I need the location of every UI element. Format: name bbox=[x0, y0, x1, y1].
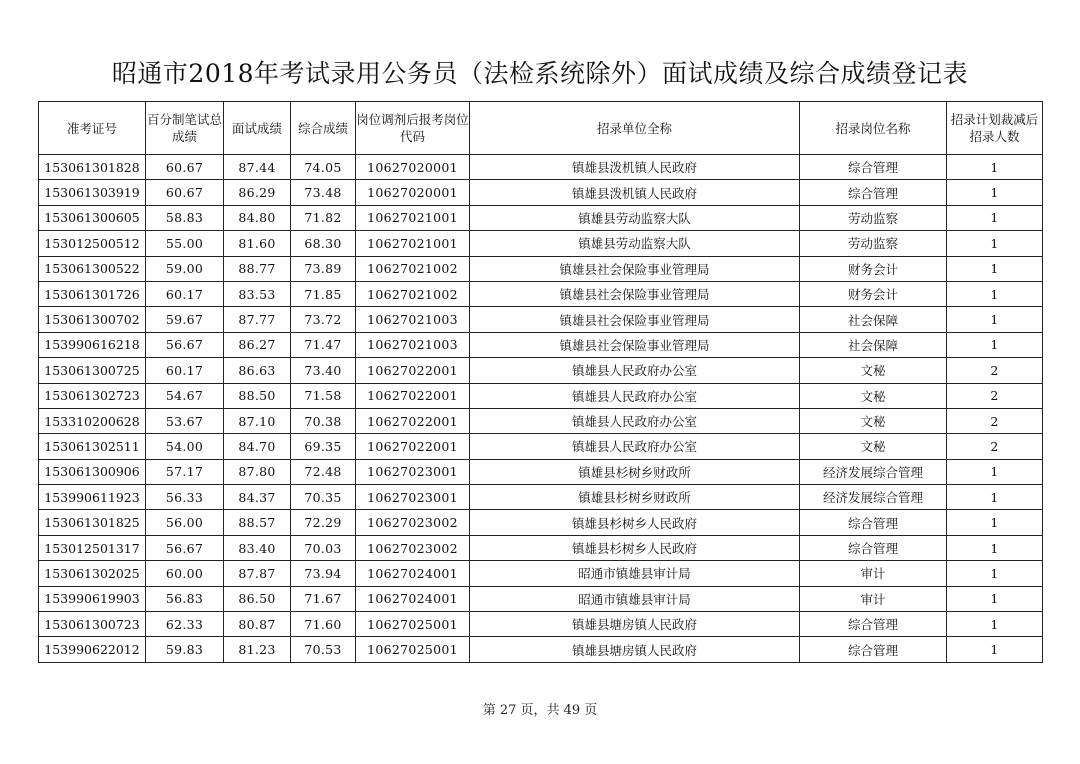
cell-interview-score: 86.50 bbox=[224, 586, 291, 611]
cell-written-score: 60.17 bbox=[146, 281, 224, 306]
cell-unit-name: 昭通市镇雄县审计局 bbox=[470, 586, 800, 611]
cell-unit-name: 镇雄县泼机镇人民政府 bbox=[470, 155, 800, 180]
cell-position-code: 10627021002 bbox=[356, 256, 470, 281]
cell-unit-name: 镇雄县社会保险事业管理局 bbox=[470, 256, 800, 281]
cell-interview-score: 87.44 bbox=[224, 155, 291, 180]
cell-written-score: 60.67 bbox=[146, 180, 224, 205]
cell-position-code: 10627022001 bbox=[356, 358, 470, 383]
cell-position-name: 财务会计 bbox=[800, 281, 947, 306]
cell-interview-score: 84.80 bbox=[224, 205, 291, 230]
cell-position-code: 10627024001 bbox=[356, 586, 470, 611]
cell-written-score: 56.67 bbox=[146, 535, 224, 560]
score-table bbox=[38, 101, 1043, 663]
cell-total-score: 71.67 bbox=[291, 586, 356, 611]
cell-interview-score: 87.80 bbox=[224, 459, 291, 484]
cell-written-score: 62.33 bbox=[146, 612, 224, 637]
cell-position-name: 综合管理 bbox=[800, 535, 947, 560]
cell-unit-name: 镇雄县人民政府办公室 bbox=[470, 383, 800, 408]
cell-position-code: 10627025001 bbox=[356, 637, 470, 662]
page-title: 昭通市2018年考试录用公务员（法检系统除外）面试成绩及综合成绩登记表 bbox=[111, 59, 969, 88]
cell-total-score: 72.48 bbox=[291, 459, 356, 484]
cell-exam-id: 153990616218 bbox=[39, 332, 146, 357]
cell-written-score: 58.83 bbox=[146, 205, 224, 230]
cell-exam-id: 153061300725 bbox=[39, 358, 146, 383]
cell-unit-name: 昭通市镇雄县审计局 bbox=[470, 561, 800, 586]
cell-position-name: 文秘 bbox=[800, 434, 947, 459]
cell-interview-score: 80.87 bbox=[224, 612, 291, 637]
cell-written-score: 59.67 bbox=[146, 307, 224, 332]
cell-interview-score: 83.40 bbox=[224, 535, 291, 560]
cell-total-score: 74.05 bbox=[291, 155, 356, 180]
cell-total-score: 73.72 bbox=[291, 307, 356, 332]
cell-unit-name: 镇雄县杉树乡人民政府 bbox=[470, 510, 800, 535]
cell-hire-count: 1 bbox=[947, 535, 1043, 560]
cell-written-score: 53.67 bbox=[146, 408, 224, 433]
cell-unit-name: 镇雄县杉树乡人民政府 bbox=[470, 535, 800, 560]
cell-exam-id: 153061302025 bbox=[39, 561, 146, 586]
cell-unit-name: 镇雄县塘房镇人民政府 bbox=[470, 637, 800, 662]
cell-exam-id: 153061301726 bbox=[39, 281, 146, 306]
cell-position-name: 社会保障 bbox=[800, 307, 947, 332]
cell-position-code: 10627023001 bbox=[356, 459, 470, 484]
cell-position-code: 10627022001 bbox=[356, 383, 470, 408]
cell-position-name: 文秘 bbox=[800, 383, 947, 408]
cell-position-name: 财务会计 bbox=[800, 256, 947, 281]
cell-position-name: 综合管理 bbox=[800, 637, 947, 662]
cell-unit-name: 镇雄县人民政府办公室 bbox=[470, 358, 800, 383]
cell-hire-count: 1 bbox=[947, 485, 1043, 510]
header-total-score: 综合成绩 bbox=[291, 102, 356, 155]
cell-hire-count: 1 bbox=[947, 332, 1043, 357]
cell-position-code: 10627024001 bbox=[356, 561, 470, 586]
cell-position-name: 审计 bbox=[800, 561, 947, 586]
cell-position-code: 10627022001 bbox=[356, 434, 470, 459]
cell-position-name: 综合管理 bbox=[800, 612, 947, 637]
table-header bbox=[39, 102, 1043, 155]
cell-position-code: 10627025001 bbox=[356, 612, 470, 637]
cell-written-score: 56.83 bbox=[146, 586, 224, 611]
table-row bbox=[39, 408, 1043, 433]
cell-written-score: 56.67 bbox=[146, 332, 224, 357]
cell-position-code: 10627021003 bbox=[356, 307, 470, 332]
cell-position-code: 10627020001 bbox=[356, 180, 470, 205]
cell-position-name: 经济发展综合管理 bbox=[800, 485, 947, 510]
header-row bbox=[39, 102, 1043, 155]
cell-exam-id: 153990622012 bbox=[39, 637, 146, 662]
cell-position-name: 综合管理 bbox=[800, 510, 947, 535]
cell-total-score: 71.82 bbox=[291, 205, 356, 230]
table-row bbox=[39, 307, 1043, 332]
header-exam-id: 准考证号 bbox=[39, 102, 146, 155]
header-position-code: 岗位调剂后报考岗位代码 bbox=[356, 102, 470, 155]
cell-interview-score: 88.50 bbox=[224, 383, 291, 408]
cell-unit-name: 镇雄县劳动监察大队 bbox=[470, 231, 800, 256]
cell-total-score: 73.89 bbox=[291, 256, 356, 281]
cell-interview-score: 86.63 bbox=[224, 358, 291, 383]
cell-unit-name: 镇雄县泼机镇人民政府 bbox=[470, 180, 800, 205]
cell-position-name: 文秘 bbox=[800, 408, 947, 433]
cell-hire-count: 1 bbox=[947, 459, 1043, 484]
cell-hire-count: 1 bbox=[947, 510, 1043, 535]
table-row bbox=[39, 586, 1043, 611]
cell-hire-count: 1 bbox=[947, 205, 1043, 230]
table-row bbox=[39, 510, 1043, 535]
cell-unit-name: 镇雄县塘房镇人民政府 bbox=[470, 612, 800, 637]
cell-exam-id: 153061302511 bbox=[39, 434, 146, 459]
table-row bbox=[39, 180, 1043, 205]
cell-written-score: 59.83 bbox=[146, 637, 224, 662]
cell-written-score: 54.67 bbox=[146, 383, 224, 408]
cell-unit-name: 镇雄县杉树乡财政所 bbox=[470, 459, 800, 484]
cell-interview-score: 86.29 bbox=[224, 180, 291, 205]
cell-unit-name: 镇雄县杉树乡财政所 bbox=[470, 485, 800, 510]
cell-position-code: 10627021002 bbox=[356, 281, 470, 306]
cell-position-name: 劳动监察 bbox=[800, 205, 947, 230]
cell-exam-id: 153061300723 bbox=[39, 612, 146, 637]
table-row bbox=[39, 256, 1043, 281]
cell-interview-score: 84.37 bbox=[224, 485, 291, 510]
table-row bbox=[39, 383, 1043, 408]
cell-unit-name: 镇雄县人民政府办公室 bbox=[470, 408, 800, 433]
table-row bbox=[39, 612, 1043, 637]
cell-total-score: 71.60 bbox=[291, 612, 356, 637]
cell-total-score: 72.29 bbox=[291, 510, 356, 535]
cell-unit-name: 镇雄县社会保险事业管理局 bbox=[470, 281, 800, 306]
cell-hire-count: 1 bbox=[947, 180, 1043, 205]
cell-total-score: 68.30 bbox=[291, 231, 356, 256]
table-row bbox=[39, 358, 1043, 383]
cell-position-name: 劳动监察 bbox=[800, 231, 947, 256]
cell-position-name: 综合管理 bbox=[800, 180, 947, 205]
cell-interview-score: 81.60 bbox=[224, 231, 291, 256]
cell-position-code: 10627022001 bbox=[356, 408, 470, 433]
cell-exam-id: 153990619903 bbox=[39, 586, 146, 611]
cell-total-score: 73.40 bbox=[291, 358, 356, 383]
cell-exam-id: 153012500512 bbox=[39, 231, 146, 256]
cell-interview-score: 88.77 bbox=[224, 256, 291, 281]
cell-hire-count: 2 bbox=[947, 434, 1043, 459]
cell-hire-count: 1 bbox=[947, 155, 1043, 180]
cell-position-code: 10627023002 bbox=[356, 535, 470, 560]
cell-hire-count: 1 bbox=[947, 256, 1043, 281]
cell-written-score: 59.00 bbox=[146, 256, 224, 281]
cell-hire-count: 2 bbox=[947, 358, 1043, 383]
cell-written-score: 56.33 bbox=[146, 485, 224, 510]
cell-position-code: 10627023002 bbox=[356, 510, 470, 535]
cell-written-score: 60.67 bbox=[146, 155, 224, 180]
cell-exam-id: 153061300605 bbox=[39, 205, 146, 230]
header-written-score: 百分制笔试总成绩 bbox=[146, 102, 224, 155]
cell-written-score: 54.00 bbox=[146, 434, 224, 459]
cell-hire-count: 1 bbox=[947, 561, 1043, 586]
cell-exam-id: 153990611923 bbox=[39, 485, 146, 510]
table-body bbox=[39, 155, 1043, 663]
cell-unit-name: 镇雄县人民政府办公室 bbox=[470, 434, 800, 459]
table-row bbox=[39, 155, 1043, 180]
cell-hire-count: 1 bbox=[947, 307, 1043, 332]
cell-hire-count: 1 bbox=[947, 231, 1043, 256]
cell-hire-count: 1 bbox=[947, 612, 1043, 637]
cell-exam-id: 153061301828 bbox=[39, 155, 146, 180]
cell-unit-name: 镇雄县劳动监察大队 bbox=[470, 205, 800, 230]
table-row bbox=[39, 459, 1043, 484]
table-row bbox=[39, 332, 1043, 357]
table-row bbox=[39, 535, 1043, 560]
cell-position-name: 经济发展综合管理 bbox=[800, 459, 947, 484]
page-number: 第 27 页，共 49 页 bbox=[482, 703, 598, 718]
cell-position-code: 10627023001 bbox=[356, 485, 470, 510]
cell-hire-count: 1 bbox=[947, 637, 1043, 662]
cell-total-score: 71.47 bbox=[291, 332, 356, 357]
cell-total-score: 70.35 bbox=[291, 485, 356, 510]
cell-total-score: 70.53 bbox=[291, 637, 356, 662]
cell-position-code: 10627021001 bbox=[356, 205, 470, 230]
cell-interview-score: 81.23 bbox=[224, 637, 291, 662]
cell-exam-id: 153061300906 bbox=[39, 459, 146, 484]
cell-interview-score: 86.27 bbox=[224, 332, 291, 357]
table-row bbox=[39, 637, 1043, 662]
cell-interview-score: 88.57 bbox=[224, 510, 291, 535]
cell-interview-score: 87.77 bbox=[224, 307, 291, 332]
cell-position-name: 社会保障 bbox=[800, 332, 947, 357]
cell-written-score: 60.00 bbox=[146, 561, 224, 586]
table-row bbox=[39, 231, 1043, 256]
cell-total-score: 73.48 bbox=[291, 180, 356, 205]
header-interview-score: 面试成绩 bbox=[224, 102, 291, 155]
cell-total-score: 71.58 bbox=[291, 383, 356, 408]
cell-position-code: 10627021003 bbox=[356, 332, 470, 357]
cell-exam-id: 153310200628 bbox=[39, 408, 146, 433]
cell-hire-count: 1 bbox=[947, 586, 1043, 611]
header-position-name: 招录岗位名称 bbox=[800, 102, 947, 155]
cell-exam-id: 153061300702 bbox=[39, 307, 146, 332]
cell-position-name: 综合管理 bbox=[800, 155, 947, 180]
cell-exam-id: 153012501317 bbox=[39, 535, 146, 560]
cell-written-score: 55.00 bbox=[146, 231, 224, 256]
cell-exam-id: 153061300522 bbox=[39, 256, 146, 281]
cell-unit-name: 镇雄县社会保险事业管理局 bbox=[470, 307, 800, 332]
cell-exam-id: 153061302723 bbox=[39, 383, 146, 408]
table-row bbox=[39, 281, 1043, 306]
cell-interview-score: 84.70 bbox=[224, 434, 291, 459]
table-row bbox=[39, 205, 1043, 230]
cell-unit-name: 镇雄县社会保险事业管理局 bbox=[470, 332, 800, 357]
cell-hire-count: 1 bbox=[947, 281, 1043, 306]
table-row bbox=[39, 434, 1043, 459]
cell-position-code: 10627021001 bbox=[356, 231, 470, 256]
cell-total-score: 73.94 bbox=[291, 561, 356, 586]
cell-exam-id: 153061301825 bbox=[39, 510, 146, 535]
cell-total-score: 70.03 bbox=[291, 535, 356, 560]
cell-interview-score: 87.10 bbox=[224, 408, 291, 433]
cell-written-score: 57.17 bbox=[146, 459, 224, 484]
cell-written-score: 60.17 bbox=[146, 358, 224, 383]
header-unit-name: 招录单位全称 bbox=[470, 102, 800, 155]
cell-total-score: 71.85 bbox=[291, 281, 356, 306]
cell-position-name: 审计 bbox=[800, 586, 947, 611]
cell-position-code: 10627020001 bbox=[356, 155, 470, 180]
cell-hire-count: 2 bbox=[947, 408, 1043, 433]
table-row bbox=[39, 561, 1043, 586]
table-row bbox=[39, 485, 1043, 510]
cell-interview-score: 87.87 bbox=[224, 561, 291, 586]
cell-total-score: 70.38 bbox=[291, 408, 356, 433]
header-hire-count: 招录计划裁减后招录人数 bbox=[947, 102, 1043, 155]
cell-hire-count: 2 bbox=[947, 383, 1043, 408]
cell-position-name: 文秘 bbox=[800, 358, 947, 383]
cell-exam-id: 153061303919 bbox=[39, 180, 146, 205]
cell-written-score: 56.00 bbox=[146, 510, 224, 535]
cell-total-score: 69.35 bbox=[291, 434, 356, 459]
cell-interview-score: 83.53 bbox=[224, 281, 291, 306]
